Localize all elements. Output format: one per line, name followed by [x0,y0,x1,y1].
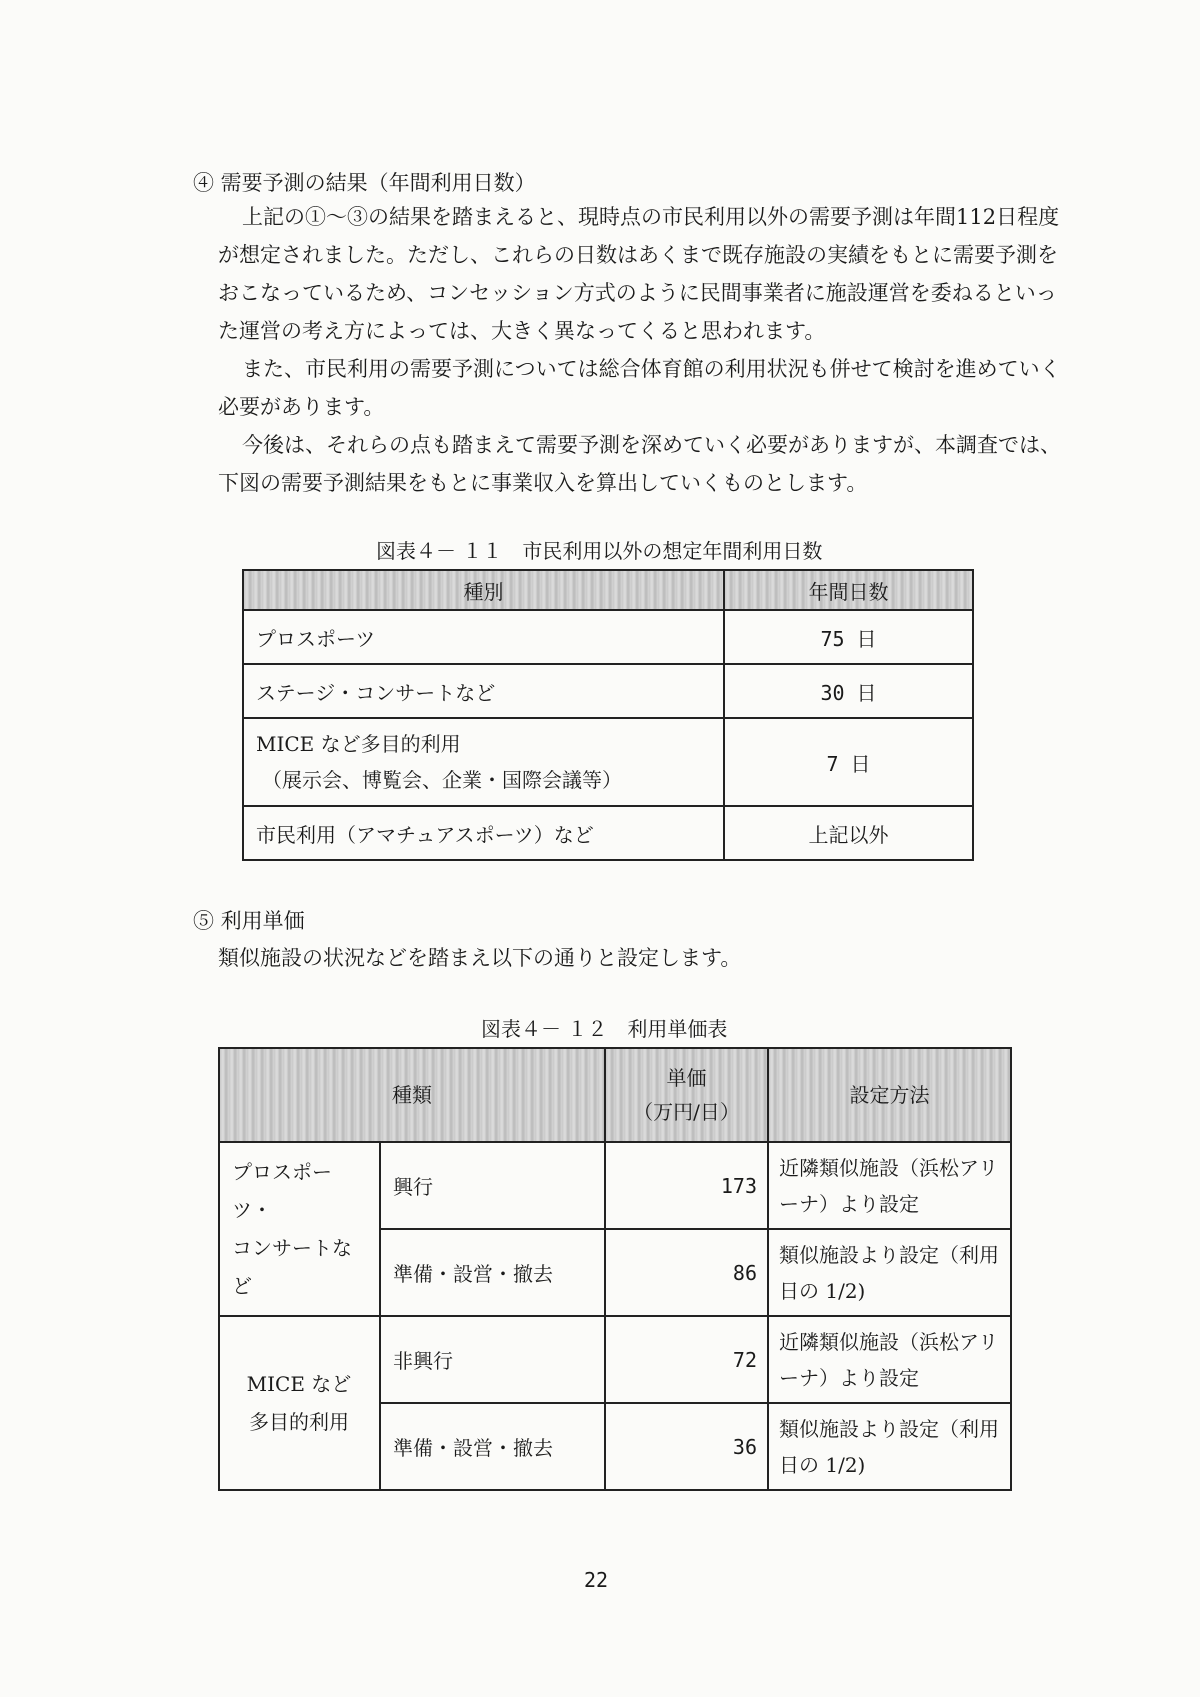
table-2-caption: 図表４－ １２ 利用単価表 [481,1017,728,1041]
price-subtype: 準備・設営・撤去 [380,1229,605,1316]
section-4-paragraph-1: 上記の①～③の結果を踏まえると、現時点の市民利用以外の需要予測は年間112日程度が想定されました。ただし、これらの日数はあくまで既存施設の実績をもとに需要予測をおこなっているため、コンセッション方式のように民間事業者に施設運営を委ねるといった運営の考え方によっては、大きく異なってくると思われます。 [218,205,1060,343]
usage-type-detail: （展示会、博覧会、企業・国際会議等） [262,768,622,792]
annual-usage-days-table [242,569,974,861]
section-5-text: 類似施設の状況などを踏まえ以下の通りと設定します。 [218,946,742,970]
usage-type: プロスポーツ [243,610,724,664]
page-number: 22 [584,1568,609,1592]
unit-price: 173 [605,1142,768,1229]
price-method: 類似施設より設定（利用日の 1/2) [768,1229,1011,1316]
table-1-caption: 図表４－ １１ 市民利用以外の想定年間利用日数 [376,539,823,563]
price-method: 近隣類似施設（浜松アリーナ）より設定 [768,1316,1011,1403]
section-4-heading: ④ 需要予測の結果（年間利用日数） [193,171,536,195]
table-row [243,610,973,664]
table-2-header-kind: 種類 [219,1048,605,1142]
table-2-header-method: 設定方法 [768,1048,1011,1142]
price-header-unit: （万円/日） [633,1100,740,1124]
usage-type: 市民利用（アマチュアスポーツ）など [243,806,724,860]
price-method: 類似施設より設定（利用日の 1/2) [768,1403,1011,1490]
usage-type [243,718,724,806]
price-group-name: プロスポー ツ・ コンサートな ど [219,1142,380,1316]
table-row [219,1142,1011,1229]
usage-type-main: MICE など多目的利用 [256,732,461,756]
price-header-label: 単価 [666,1066,707,1090]
table-row [243,718,973,806]
price-subtype: 興行 [380,1142,605,1229]
usage-type: ステージ・コンサートなど [243,664,724,718]
table-row [219,1316,1011,1403]
section-4-paragraph-2: また、市民利用の需要予測については総合体育館の利用状況も併せて検討を進めていく必要があります。 [218,357,1061,419]
usage-days: 7 日 [724,718,973,806]
unit-price-table [218,1047,1012,1491]
price-group-name: MICE など 多目的利用 [219,1316,380,1490]
unit-price: 36 [605,1403,768,1490]
usage-days: 30 日 [724,664,973,718]
table-1-header-type: 種別 [243,570,724,610]
usage-days: 上記以外 [724,806,973,860]
price-subtype: 準備・設営・撤去 [380,1403,605,1490]
table-row [243,806,973,860]
price-subtype: 非興行 [380,1316,605,1403]
usage-days: 75 日 [724,610,973,664]
table-2-header-price [605,1048,768,1142]
section-5-heading: ⑤ 利用単価 [193,909,305,933]
price-method: 近隣類似施設（浜松アリーナ）より設定 [768,1142,1011,1229]
section-4-paragraph-3: 今後は、それらの点も踏まえて需要予測を深めていく必要がありますが、本調査では、下図の需要予測結果をもとに事業収入を算出していくものとします。 [218,433,1061,495]
unit-price: 72 [605,1316,768,1403]
unit-price: 86 [605,1229,768,1316]
table-row [243,664,973,718]
table-1-header-days: 年間日数 [724,570,973,610]
